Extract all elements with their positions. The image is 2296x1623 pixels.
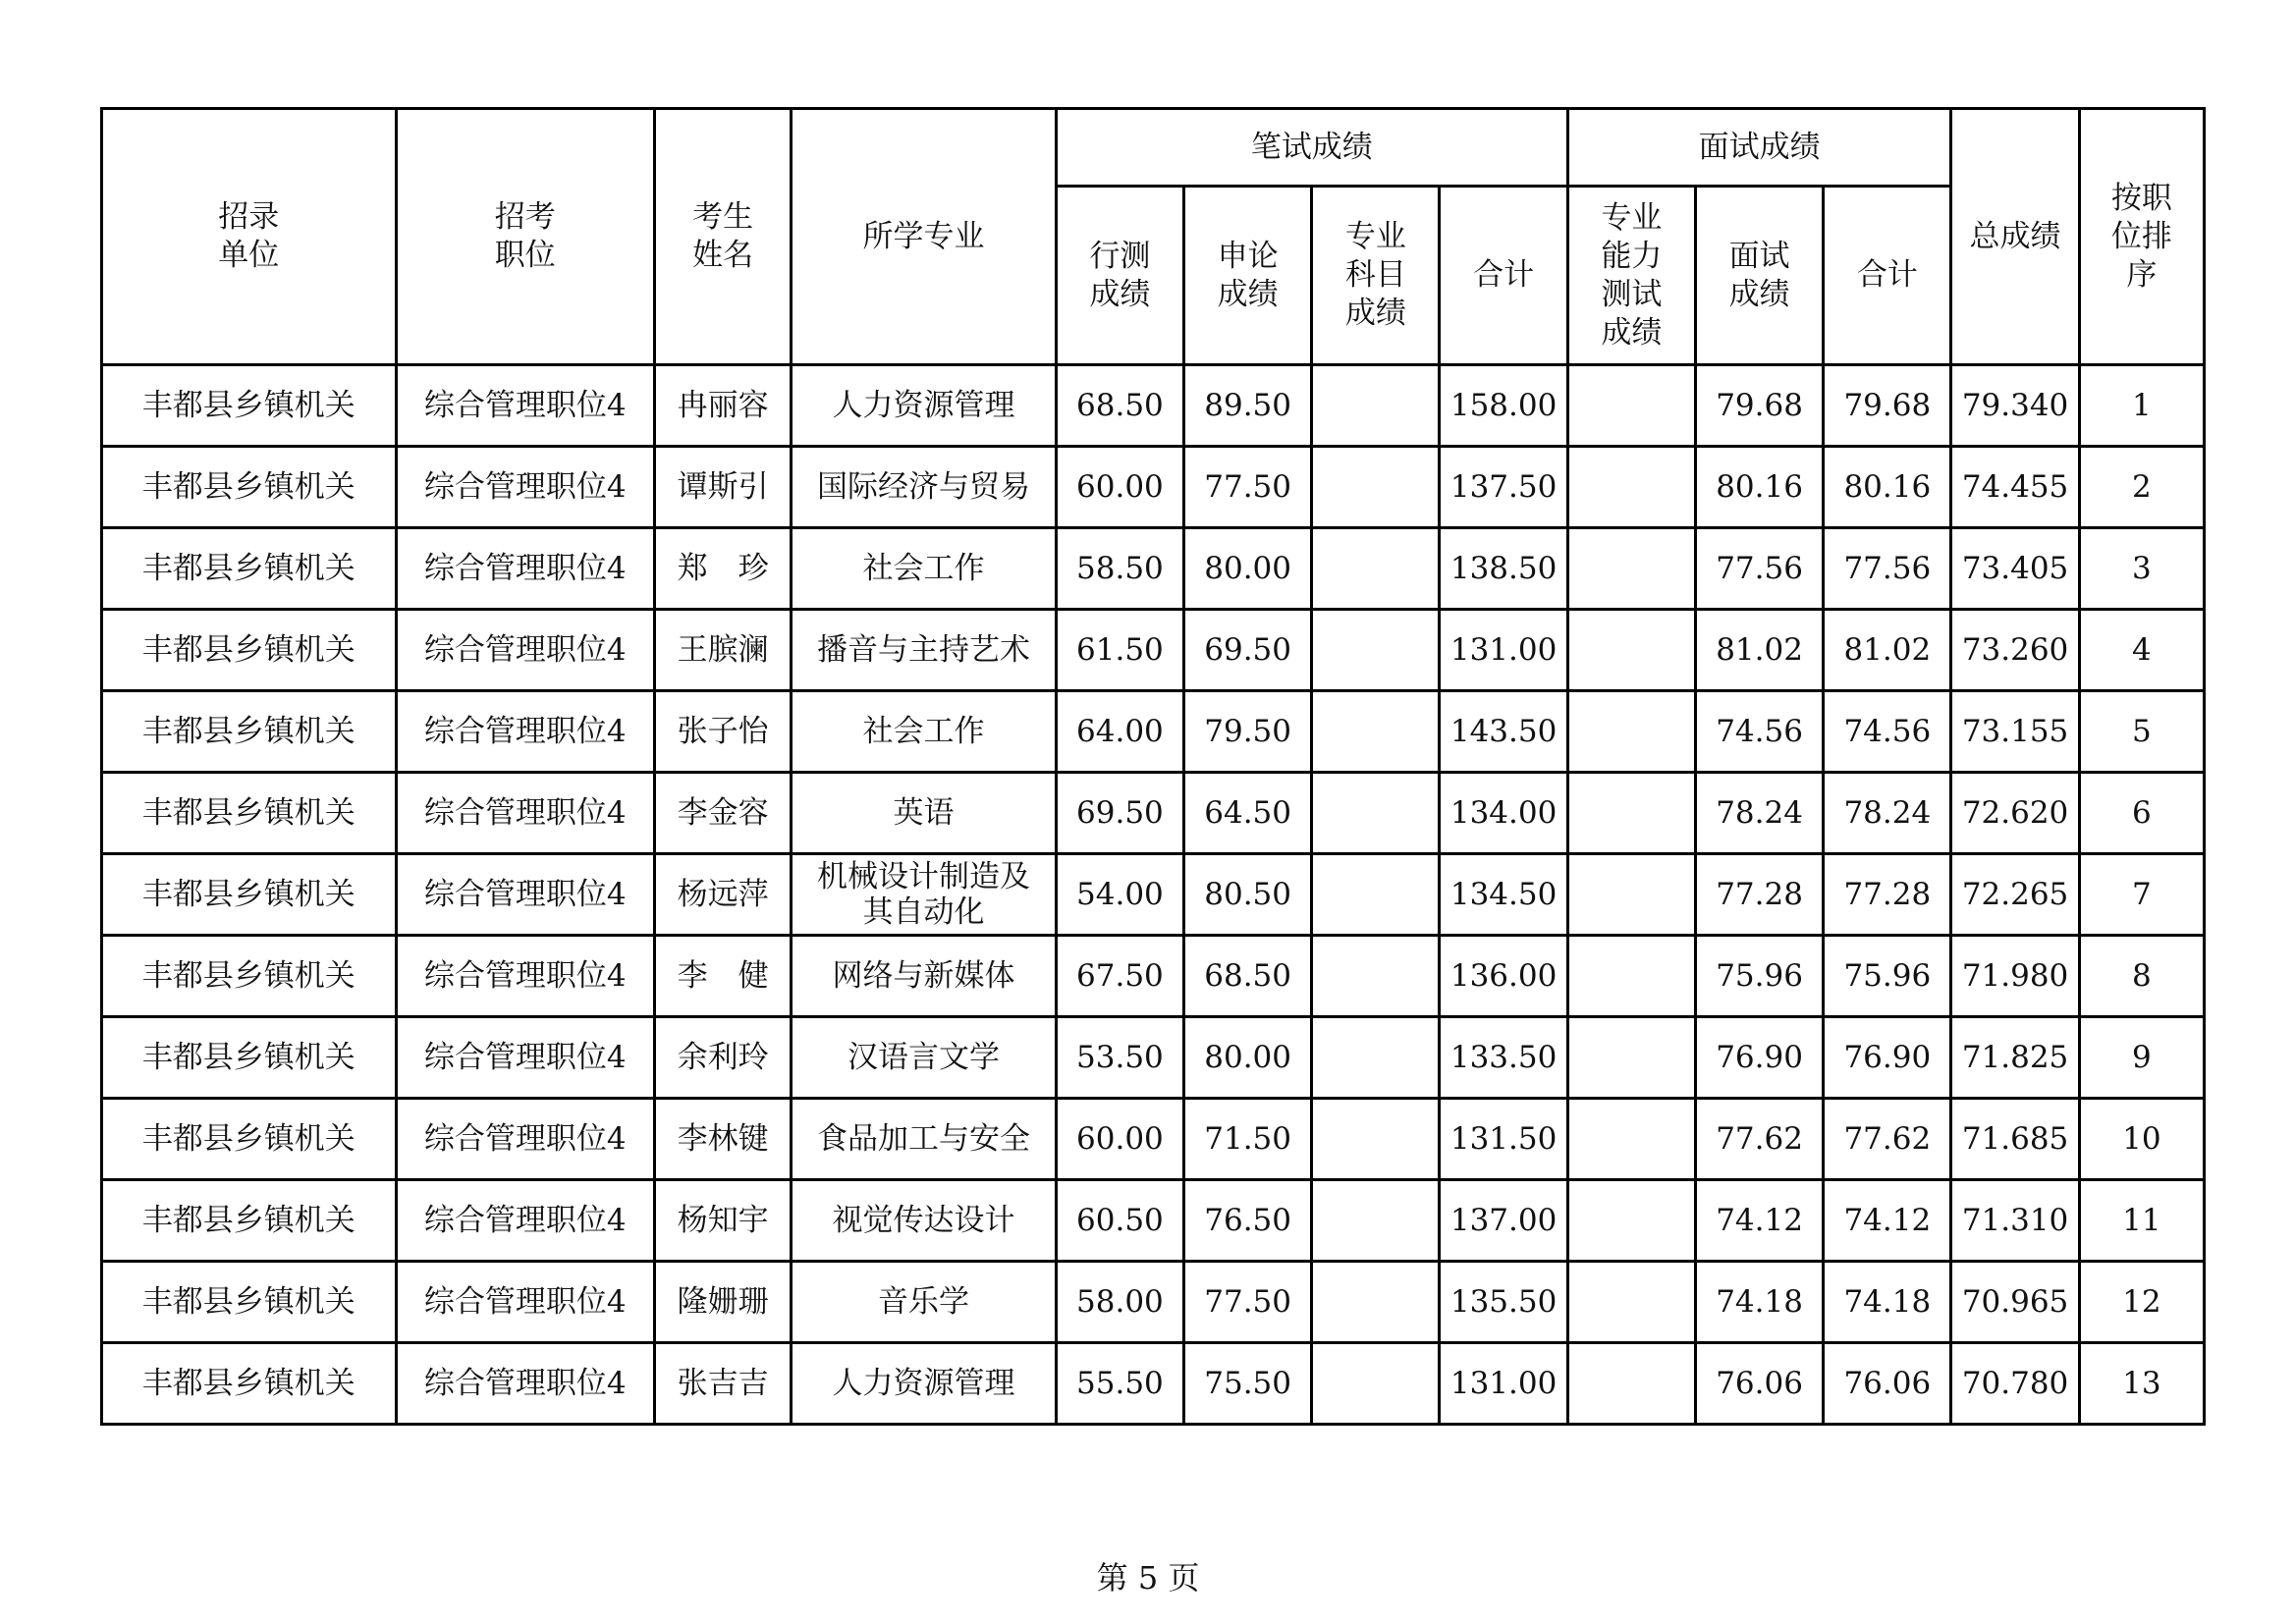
table-header (102, 109, 2205, 365)
cell-position: 综合管理职位4 (396, 1180, 654, 1262)
cell-interview-total: 74.12 (1824, 1180, 1951, 1262)
cell-major: 人力资源管理 (792, 1343, 1057, 1425)
cell-ability (1567, 691, 1695, 773)
cell-name: 张子怡 (655, 691, 792, 773)
cell-unit: 丰都县乡镇机关 (102, 447, 397, 528)
cell-specialty (1312, 1017, 1440, 1099)
cell-shenlun: 68.50 (1184, 936, 1312, 1017)
cell-interview: 77.62 (1695, 1099, 1823, 1180)
cell-xingce: 60.50 (1056, 1180, 1183, 1262)
cell-major: 播音与主持艺术 (792, 610, 1057, 691)
cell-interview-total: 76.90 (1824, 1017, 1951, 1099)
table-row (102, 1343, 2205, 1425)
cell-unit: 丰都县乡镇机关 (102, 1099, 397, 1180)
cell-total: 72.265 (1951, 854, 2079, 936)
cell-unit: 丰都县乡镇机关 (102, 528, 397, 610)
cell-shenlun: 71.50 (1184, 1099, 1312, 1180)
cell-rank: 4 (2079, 610, 2204, 691)
cell-total: 73.405 (1951, 528, 2079, 610)
cell-specialty (1312, 610, 1440, 691)
cell-total: 71.685 (1951, 1099, 2079, 1180)
cell-ability (1567, 528, 1695, 610)
cell-shenlun: 80.50 (1184, 854, 1312, 936)
cell-position: 综合管理职位4 (396, 773, 654, 854)
table-row (102, 773, 2205, 854)
header-specialty: 专业 科目 成绩 (1312, 187, 1440, 365)
cell-rank: 3 (2079, 528, 2204, 610)
cell-major: 网络与新媒体 (792, 936, 1057, 1017)
cell-rank: 9 (2079, 1017, 2204, 1099)
cell-interview: 74.12 (1695, 1180, 1823, 1262)
cell-position: 综合管理职位4 (396, 365, 654, 447)
cell-name: 李 健 (655, 936, 792, 1017)
cell-position: 综合管理职位4 (396, 854, 654, 936)
cell-shenlun: 76.50 (1184, 1180, 1312, 1262)
cell-major: 机械设计制造及 其自动化 (792, 854, 1057, 936)
table-row (102, 854, 2205, 936)
cell-interview: 81.02 (1695, 610, 1823, 691)
cell-specialty (1312, 854, 1440, 936)
cell-interview-total: 77.62 (1824, 1099, 1951, 1180)
cell-written-total: 138.50 (1440, 528, 1567, 610)
cell-unit: 丰都县乡镇机关 (102, 1262, 397, 1343)
table-row (102, 691, 2205, 773)
cell-name: 李金容 (655, 773, 792, 854)
cell-xingce: 67.50 (1056, 936, 1183, 1017)
cell-rank: 10 (2079, 1099, 2204, 1180)
page-number: 第 5 页 (1096, 1559, 1200, 1596)
cell-written-total: 134.50 (1440, 854, 1567, 936)
cell-specialty (1312, 1262, 1440, 1343)
cell-xingce: 53.50 (1056, 1017, 1183, 1099)
cell-total: 79.340 (1951, 365, 2079, 447)
cell-position: 综合管理职位4 (396, 1017, 654, 1099)
header-name: 考生 姓名 (655, 109, 792, 365)
cell-specialty (1312, 1099, 1440, 1180)
cell-written-total: 158.00 (1440, 365, 1567, 447)
cell-specialty (1312, 365, 1440, 447)
cell-rank: 6 (2079, 773, 2204, 854)
cell-ability (1567, 365, 1695, 447)
cell-major: 英语 (792, 773, 1057, 854)
cell-total: 74.455 (1951, 447, 2079, 528)
cell-ability (1567, 1262, 1695, 1343)
cell-interview: 75.96 (1695, 936, 1823, 1017)
cell-written-total: 137.50 (1440, 447, 1567, 528)
header-unit: 招录 单位 (102, 109, 397, 365)
cell-shenlun: 80.00 (1184, 1017, 1312, 1099)
cell-major: 汉语言文学 (792, 1017, 1057, 1099)
cell-xingce: 69.50 (1056, 773, 1183, 854)
cell-total: 73.155 (1951, 691, 2079, 773)
cell-unit: 丰都县乡镇机关 (102, 773, 397, 854)
cell-interview: 78.24 (1695, 773, 1823, 854)
cell-rank: 5 (2079, 691, 2204, 773)
cell-unit: 丰都县乡镇机关 (102, 1180, 397, 1262)
cell-rank: 1 (2079, 365, 2204, 447)
cell-xingce: 60.00 (1056, 1099, 1183, 1180)
cell-xingce: 55.50 (1056, 1343, 1183, 1425)
cell-written-total: 133.50 (1440, 1017, 1567, 1099)
cell-ability (1567, 1180, 1695, 1262)
cell-written-total: 131.00 (1440, 1343, 1567, 1425)
cell-interview-total: 79.68 (1824, 365, 1951, 447)
cell-rank: 13 (2079, 1343, 2204, 1425)
header-xingce: 行测 成绩 (1056, 187, 1183, 365)
cell-shenlun: 75.50 (1184, 1343, 1312, 1425)
cell-shenlun: 64.50 (1184, 773, 1312, 854)
cell-shenlun: 77.50 (1184, 1262, 1312, 1343)
cell-name: 李林键 (655, 1099, 792, 1180)
cell-interview-total: 81.02 (1824, 610, 1951, 691)
cell-ability (1567, 1343, 1695, 1425)
score-table (100, 107, 2206, 1426)
cell-unit: 丰都县乡镇机关 (102, 365, 397, 447)
cell-rank: 8 (2079, 936, 2204, 1017)
cell-position: 综合管理职位4 (396, 1343, 654, 1425)
cell-ability (1567, 447, 1695, 528)
cell-name: 王膑澜 (655, 610, 792, 691)
table-row (102, 610, 2205, 691)
cell-total: 71.825 (1951, 1017, 2079, 1099)
cell-specialty (1312, 447, 1440, 528)
cell-written-total: 135.50 (1440, 1262, 1567, 1343)
cell-interview-total: 74.56 (1824, 691, 1951, 773)
cell-rank: 7 (2079, 854, 2204, 936)
cell-name: 张吉吉 (655, 1343, 792, 1425)
cell-interview-total: 75.96 (1824, 936, 1951, 1017)
cell-total: 70.965 (1951, 1262, 2079, 1343)
cell-total: 73.260 (1951, 610, 2079, 691)
cell-shenlun: 79.50 (1184, 691, 1312, 773)
cell-major: 国际经济与贸易 (792, 447, 1057, 528)
cell-name: 余利玲 (655, 1017, 792, 1099)
cell-interview-total: 74.18 (1824, 1262, 1951, 1343)
cell-xingce: 58.00 (1056, 1262, 1183, 1343)
cell-total: 72.620 (1951, 773, 2079, 854)
cell-shenlun: 77.50 (1184, 447, 1312, 528)
cell-interview-total: 77.28 (1824, 854, 1951, 936)
cell-specialty (1312, 528, 1440, 610)
cell-ability (1567, 936, 1695, 1017)
cell-name: 冉丽容 (655, 365, 792, 447)
header-total: 总成绩 (1951, 109, 2079, 365)
cell-written-total: 143.50 (1440, 691, 1567, 773)
cell-rank: 12 (2079, 1262, 2204, 1343)
cell-interview: 77.28 (1695, 854, 1823, 936)
cell-major: 食品加工与安全 (792, 1099, 1057, 1180)
table-row (102, 1262, 2205, 1343)
cell-total: 71.980 (1951, 936, 2079, 1017)
cell-shenlun: 69.50 (1184, 610, 1312, 691)
cell-interview: 80.16 (1695, 447, 1823, 528)
table-row (102, 528, 2205, 610)
cell-interview-total: 80.16 (1824, 447, 1951, 528)
cell-specialty (1312, 1180, 1440, 1262)
cell-unit: 丰都县乡镇机关 (102, 691, 397, 773)
cell-total: 71.310 (1951, 1180, 2079, 1262)
cell-unit: 丰都县乡镇机关 (102, 610, 397, 691)
cell-ability (1567, 1099, 1695, 1180)
cell-total: 70.780 (1951, 1343, 2079, 1425)
table-row (102, 1099, 2205, 1180)
header-interview-score: 面试 成绩 (1695, 187, 1823, 365)
cell-name: 谭斯引 (655, 447, 792, 528)
cell-interview-total: 76.06 (1824, 1343, 1951, 1425)
cell-specialty (1312, 936, 1440, 1017)
cell-ability (1567, 610, 1695, 691)
cell-interview: 74.56 (1695, 691, 1823, 773)
table-row (102, 936, 2205, 1017)
header-written-group: 笔试成绩 (1056, 109, 1567, 187)
cell-position: 综合管理职位4 (396, 610, 654, 691)
cell-shenlun: 89.50 (1184, 365, 1312, 447)
header-shenlun: 申论 成绩 (1184, 187, 1312, 365)
cell-major: 社会工作 (792, 528, 1057, 610)
header-interview-group: 面试成绩 (1567, 109, 1951, 187)
cell-major: 社会工作 (792, 691, 1057, 773)
cell-interview: 79.68 (1695, 365, 1823, 447)
header-written-total: 合计 (1440, 187, 1567, 365)
table-row (102, 365, 2205, 447)
cell-interview: 76.06 (1695, 1343, 1823, 1425)
cell-ability (1567, 773, 1695, 854)
header-position: 招考 职位 (396, 109, 654, 365)
cell-xingce: 64.00 (1056, 691, 1183, 773)
cell-specialty (1312, 691, 1440, 773)
cell-xingce: 61.50 (1056, 610, 1183, 691)
cell-name: 隆姗珊 (655, 1262, 792, 1343)
cell-unit: 丰都县乡镇机关 (102, 936, 397, 1017)
cell-xingce: 68.50 (1056, 365, 1183, 447)
cell-interview: 74.18 (1695, 1262, 1823, 1343)
cell-position: 综合管理职位4 (396, 528, 654, 610)
cell-unit: 丰都县乡镇机关 (102, 1343, 397, 1425)
cell-interview-total: 78.24 (1824, 773, 1951, 854)
cell-rank: 2 (2079, 447, 2204, 528)
cell-major: 音乐学 (792, 1262, 1057, 1343)
cell-interview-total: 77.56 (1824, 528, 1951, 610)
cell-rank: 11 (2079, 1180, 2204, 1262)
cell-ability (1567, 854, 1695, 936)
table-row (102, 1180, 2205, 1262)
cell-written-total: 134.00 (1440, 773, 1567, 854)
cell-name: 郑 珍 (655, 528, 792, 610)
cell-shenlun: 80.00 (1184, 528, 1312, 610)
cell-major: 人力资源管理 (792, 365, 1057, 447)
cell-unit: 丰都县乡镇机关 (102, 854, 397, 936)
header-ability: 专业 能力 测试 成绩 (1567, 187, 1695, 365)
header-rank: 按职 位排 序 (2079, 109, 2204, 365)
cell-position: 综合管理职位4 (396, 936, 654, 1017)
cell-position: 综合管理职位4 (396, 1099, 654, 1180)
cell-xingce: 60.00 (1056, 447, 1183, 528)
cell-position: 综合管理职位4 (396, 447, 654, 528)
cell-ability (1567, 1017, 1695, 1099)
header-interview-total: 合计 (1824, 187, 1951, 365)
cell-xingce: 58.50 (1056, 528, 1183, 610)
header-major: 所学专业 (792, 109, 1057, 365)
cell-written-total: 136.00 (1440, 936, 1567, 1017)
cell-unit: 丰都县乡镇机关 (102, 1017, 397, 1099)
cell-position: 综合管理职位4 (396, 691, 654, 773)
cell-interview: 77.56 (1695, 528, 1823, 610)
cell-major: 视觉传达设计 (792, 1180, 1057, 1262)
cell-position: 综合管理职位4 (396, 1262, 654, 1343)
table-row (102, 1017, 2205, 1099)
cell-xingce: 54.00 (1056, 854, 1183, 936)
cell-specialty (1312, 1343, 1440, 1425)
cell-written-total: 131.50 (1440, 1099, 1567, 1180)
cell-name: 杨知宇 (655, 1180, 792, 1262)
table-body (102, 365, 2205, 1425)
cell-written-total: 131.00 (1440, 610, 1567, 691)
cell-interview: 76.90 (1695, 1017, 1823, 1099)
cell-name: 杨远萍 (655, 854, 792, 936)
cell-written-total: 137.00 (1440, 1180, 1567, 1262)
table-row (102, 447, 2205, 528)
cell-specialty (1312, 773, 1440, 854)
